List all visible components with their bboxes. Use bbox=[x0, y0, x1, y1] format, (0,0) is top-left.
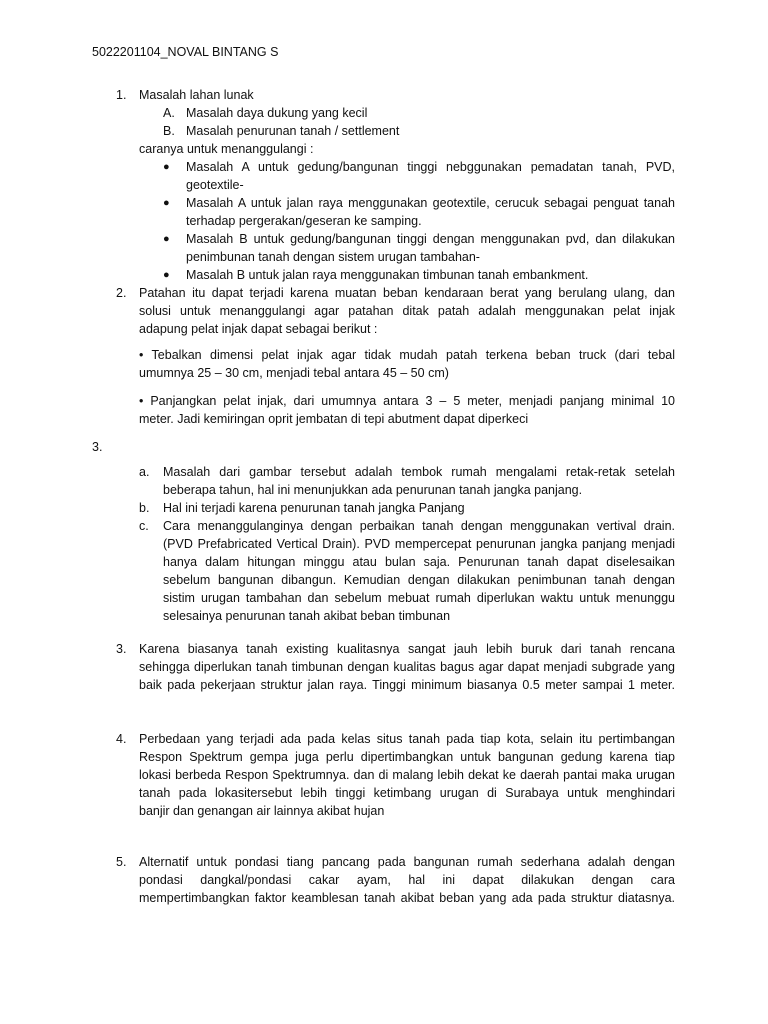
q2-line-1: Patahan itu dapat terjadi karena muatan beban kendaraan berat yang berulang ulang, dan bbox=[139, 286, 675, 300]
q4-line-3: lokasi berbeda Respon Spektrumnya. dan di malang lebih dekat ke daerah pantai maka urugan bbox=[139, 768, 675, 782]
q4-number: 4. bbox=[116, 732, 127, 746]
q1-a-label: A. bbox=[163, 106, 175, 120]
q2-point-1-line-1: • Tebalkan dimensi pelat injak agar tidak mudah patah terkena beban truck (dari tebal bbox=[139, 348, 675, 362]
q3a-c-line-3: hanya dalam hitungan minggu atau bulan saja. Penurunan tanah dapat diselesaikan bbox=[163, 555, 675, 569]
q1-bullet-2-line-2: terhadap pergerakan/geseran ke samping. bbox=[186, 214, 422, 228]
q1-intro: caranya untuk menanggulangi : bbox=[139, 142, 314, 156]
q3a-b-label: b. bbox=[139, 501, 150, 515]
q4-line-1: Perbedaan yang terjadi ada pada kelas situs tanah pada tiap kota, selain itu pertimbangan bbox=[139, 732, 675, 746]
q1-b-text: Masalah penurunan tanah / settlement bbox=[186, 124, 400, 138]
q4-line-2: Respon Spektrum gempa juga perlu dipertimbangkan untuk bangunan gedung karena tiap bbox=[139, 750, 675, 764]
q1-b-label: B. bbox=[163, 124, 175, 138]
q2-number: 2. bbox=[116, 286, 127, 300]
q5-line-2: pondasi dangkal/pondasi cakar ayam, hal ini dapat dilakukan dengan cara bbox=[139, 873, 675, 887]
q5-line-3: mempertimbangkan faktor keamblesan tanah akibat beban yang ada pada struktur diatasnya. bbox=[139, 891, 675, 905]
q3a-a-line-2: beberapa tahun, hal ini menunjukkan ada penurunan tanah jangka panjang. bbox=[163, 483, 583, 497]
q1-bullet-3-line-1: Masalah B untuk gedung/bangunan tinggi dengan menggunakan pvd, dan dilakukan bbox=[186, 232, 675, 246]
q3b-line-1: Karena biasanya tanah existing kualitasnya sangat jauh lebih buruk dari tanah rencana bbox=[139, 642, 675, 656]
q3a-number: 3. bbox=[92, 440, 103, 454]
q1-bullet-2-line-1: Masalah A untuk jalan raya menggunakan geotextile, cerucuk sebagai penguat tanah bbox=[186, 196, 675, 210]
q3b-line-2: sehingga diperlukan tanah timbunan dengan kualitas bagus agar dapat menjadi subgrade yang bbox=[139, 660, 675, 674]
bullet-icon: ● bbox=[163, 161, 170, 173]
author-header: 5022201104_NOVAL BINTANG S bbox=[92, 45, 279, 59]
q1-a-text: Masalah daya dukung yang kecil bbox=[186, 106, 368, 120]
q3a-c-line-6: selesainya penurunan tanah akibat beban timbunan bbox=[163, 609, 451, 623]
q4-line-4: tanah pada lokasitersebut lebih tinggi ketimbang urugan di Surabaya untuk menghindari bbox=[139, 786, 675, 800]
q3b-line-3: baik pada pekerjaan struktur jalan raya. Tinggi minimum biasanya 0.5 meter sampai 1 meter. bbox=[139, 678, 675, 692]
q1-bullet-1-line-1: Masalah A untuk gedung/bangunan tinggi nebggunakan pemadatan tanah, PVD, bbox=[186, 160, 675, 174]
bullet-icon: ● bbox=[163, 197, 170, 209]
q5-line-1: Alternatif untuk pondasi tiang pancang pada bangunan rumah sederhana adalah dengan bbox=[139, 855, 675, 869]
q2-point-2-line-1: • Panjangkan pelat injak, dari umumnya antara 3 – 5 meter, menjadi panjang minimal 10 bbox=[139, 394, 675, 408]
q3a-c-line-5: sistim urugan tambahan dan sebelum mebuat rumah diperlukan waktu untuk menunggu bbox=[163, 591, 675, 605]
q3b-number: 3. bbox=[116, 642, 127, 656]
q2-line-3: adapung pelat injak dapat sebagai berikut : bbox=[139, 322, 378, 336]
bullet-icon: ● bbox=[163, 269, 170, 281]
q1-title: Masalah lahan lunak bbox=[139, 88, 254, 102]
q5-number: 5. bbox=[116, 855, 127, 869]
q1-bullet-4-line-1: Masalah B untuk jalan raya menggunakan timbunan tanah embankment. bbox=[186, 268, 589, 282]
q1-bullet-1-line-2: geotextile- bbox=[186, 178, 244, 192]
q3a-c-label: c. bbox=[139, 519, 149, 533]
q3a-b-text: Hal ini terjadi karena penurunan tanah jangka Panjang bbox=[163, 501, 465, 515]
q2-point-2-line-2: meter. Jadi kemiringan oprit jembatan di tepi abutment dapat diperkeci bbox=[139, 412, 529, 426]
q2-line-2: solusi untuk menanggulangi agar patahan ditak patah adalah menggunakan pelat injak bbox=[139, 304, 675, 318]
q3a-c-line-2: (PVD Prefabricated Vertical Drain). PVD mempercepat penurunan jangka panjang menjadi bbox=[163, 537, 675, 551]
q3a-c-line-1: Cara menanggulanginya dengan perbaikan tanah dengan menggunakan vertival drain. bbox=[163, 519, 675, 533]
q1-bullet-3-line-2: penimbunan tanah dengan sistem urugan tambahan- bbox=[186, 250, 480, 264]
q3a-a-label: a. bbox=[139, 465, 150, 479]
q1-number: 1. bbox=[116, 88, 127, 102]
bullet-icon: ● bbox=[163, 233, 170, 245]
q2-point-1-line-2: umumnya 25 – 30 cm, menjadi tebal antara 45 – 50 cm) bbox=[139, 366, 449, 380]
q3a-c-line-4: sebelum bangunan dibangun. Kemudian dengan dilakukan penimbunan tanah dengan bbox=[163, 573, 675, 587]
q4-line-5: banjir dan genangan air lainnya akibat hujan bbox=[139, 804, 385, 818]
q3a-a-line-1: Masalah dari gambar tersebut adalah tembok rumah mengalami retak-retak setelah bbox=[163, 465, 675, 479]
